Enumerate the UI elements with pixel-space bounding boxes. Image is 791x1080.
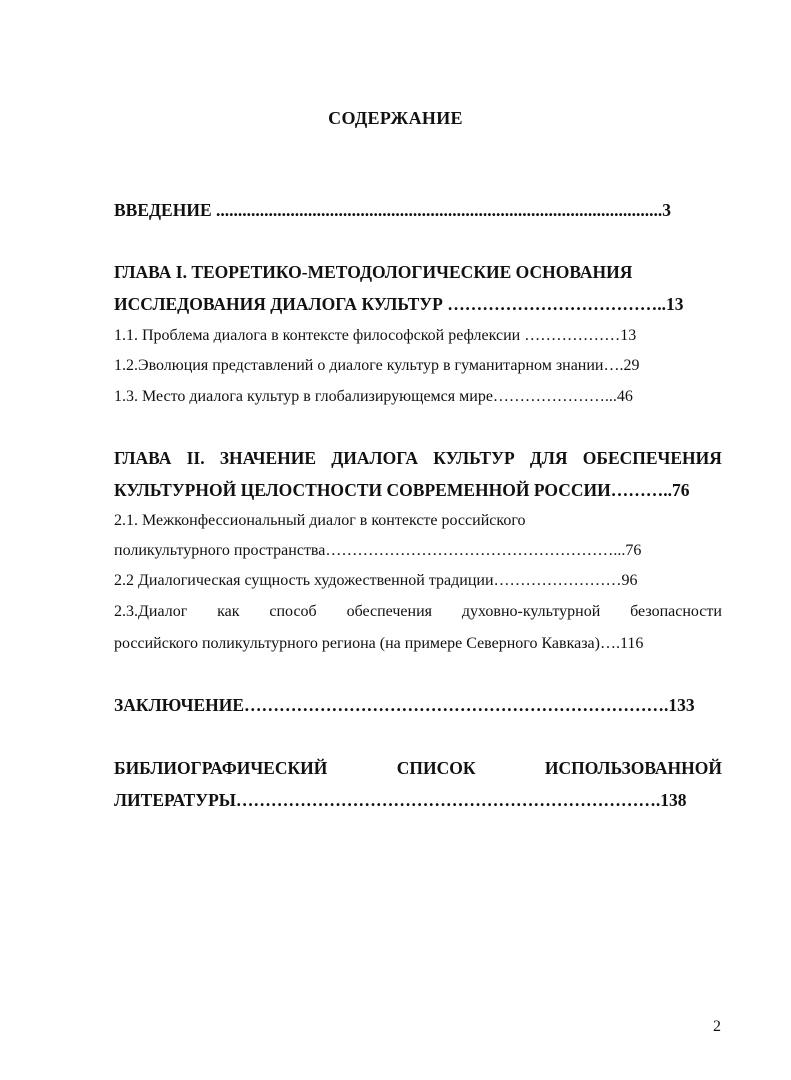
toc-word: ИСПОЛЬЗОВАННОЙ [544, 758, 722, 778]
toc-word: 2.3.Диалог [114, 603, 188, 620]
toc-entry-section-2-3-line-2[interactable]: российского поликультурного региона (на примере Северного Кавказа)….116 [114, 635, 644, 652]
toc-word: обеспечения [346, 603, 432, 620]
toc-entry-section-1-3[interactable]: 1.3. Место диалога культур в глобализирующемся мире…………………...46 [114, 388, 633, 405]
toc-word: как [217, 603, 240, 620]
toc-word: ДЛЯ [529, 448, 568, 468]
toc-entry-section-1-2[interactable]: 1.2.Эволюция представлений о диалоге культур в гуманитарном знании….29 [114, 357, 640, 374]
toc-entry-chapter-1-line-2[interactable]: ИССЛЕДОВАНИЯ ДИАЛОГА КУЛЬТУР ………………………………..13 [114, 294, 684, 314]
toc-word: ЗНАЧЕНИЕ [219, 448, 317, 468]
toc-entry-introduction[interactable]: ВВЕДЕНИЕ ......................................................................................................3 [114, 200, 672, 220]
toc-entry-section-1-1[interactable]: 1.1. Проблема диалога в контексте философской рефлексии ………………13 [114, 327, 637, 344]
toc-word: ДИАЛОГА [331, 448, 419, 468]
toc-entry-section-2-1-line-2[interactable]: поликультурного пространства………………………………………………...76 [114, 542, 642, 559]
page-number: 2 [713, 1018, 721, 1035]
toc-entry-section-2-2[interactable]: 2.2 Диалогическая сущность художественной традиции……………………96 [114, 572, 638, 589]
toc-word: способ [269, 603, 317, 620]
toc-word: БИБЛИОГРАФИЧЕСКИЙ [114, 758, 328, 778]
toc-entry-bibliography-line-2[interactable]: ЛИТЕРАТУРЫ……………………………………………………………….138 [114, 790, 687, 810]
toc-entry-chapter-2-line-1[interactable] [114, 448, 722, 469]
toc-word: ГЛАВА [114, 448, 172, 468]
toc-word: II. [186, 448, 205, 468]
toc-word: СПИСОК [396, 758, 476, 778]
toc-entry-chapter-1-line-1[interactable]: ГЛАВА I. ТЕОРЕТИКО-МЕТОДОЛОГИЧЕСКИЕ ОСНОВАНИЯ [114, 262, 633, 282]
toc-word: ОБЕСПЕЧЕНИЯ [582, 448, 722, 468]
page-title: СОДЕРЖАНИЕ [328, 108, 463, 128]
toc-entry-conclusion[interactable]: ЗАКЛЮЧЕНИЕ……………………………………………………………….133 [114, 695, 695, 715]
toc-entry-section-2-1-line-1[interactable]: 2.1. Межконфессиональный диалог в контексте российского [114, 512, 526, 529]
toc-entry-chapter-2-line-2[interactable]: КУЛЬТУРНОЙ ЦЕЛОСТНОСТИ СОВРЕМЕННОЙ РОССИИ………..76 [114, 480, 690, 500]
toc-entry-section-2-3-line-1[interactable] [114, 603, 722, 621]
toc-word: духовно-культурной [461, 603, 601, 620]
toc-word: КУЛЬТУР [433, 448, 515, 468]
toc-word: безопасности [630, 603, 722, 620]
toc-entry-bibliography-line-1[interactable] [114, 758, 722, 779]
